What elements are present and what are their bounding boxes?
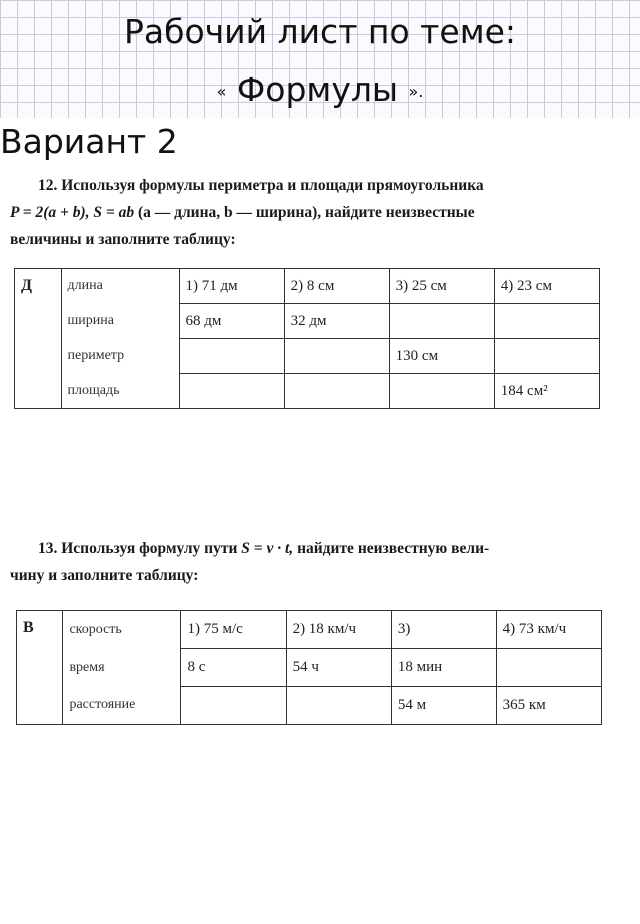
task-12-formula-p: P = 2(a + b), bbox=[10, 204, 90, 221]
topic-name: Формулы bbox=[236, 70, 399, 109]
task-12-line-b: (a — длина, b — ширина), найдите неизвестные bbox=[137, 204, 475, 221]
table-cell: 54 м bbox=[391, 687, 496, 725]
task-12-table bbox=[14, 268, 600, 409]
table-cell bbox=[179, 374, 284, 409]
table-cell: 2) 18 км/ч bbox=[286, 611, 391, 649]
table-cell bbox=[494, 339, 599, 374]
task-13-formula: S = v · t, bbox=[241, 540, 294, 557]
task-12-formula-s: S = ab bbox=[93, 204, 135, 221]
table-cell: 1) 75 м/с bbox=[181, 611, 286, 649]
table-cell: 4) 73 км/ч bbox=[496, 611, 601, 649]
task-12-line-a: Используя формулы периметра и площади прямоугольника bbox=[61, 177, 484, 194]
table-cell: 3) bbox=[391, 611, 496, 649]
table-cell: 4) 23 см bbox=[494, 269, 599, 304]
task-13-text bbox=[10, 535, 610, 589]
table-cell bbox=[389, 374, 494, 409]
table-letter: Д bbox=[15, 269, 62, 409]
row-label: расстояние bbox=[63, 687, 181, 725]
variant-label: Вариант 2 bbox=[0, 122, 178, 161]
worksheet-topic bbox=[0, 70, 640, 109]
table-cell: 3) 25 см bbox=[389, 269, 494, 304]
table-cell: 32 дм bbox=[284, 304, 389, 339]
task-13-table bbox=[16, 610, 602, 725]
task-13-line-c: чину и заполните таблицу: bbox=[10, 567, 199, 584]
worksheet-title: Рабочий лист по теме: bbox=[123, 12, 517, 51]
row-label: площадь bbox=[61, 374, 179, 409]
table-cell: 130 см bbox=[389, 339, 494, 374]
task-13-number: 13. bbox=[38, 540, 58, 557]
row-label: длина bbox=[61, 269, 179, 304]
row-label: ширина bbox=[61, 304, 179, 339]
quote-close: ». bbox=[408, 82, 424, 101]
task-12-number: 12. bbox=[38, 177, 58, 194]
task-12-text bbox=[10, 172, 610, 253]
table-cell: 8 с bbox=[181, 649, 286, 687]
table-cell bbox=[181, 687, 286, 725]
table-cell: 68 дм bbox=[179, 304, 284, 339]
table-cell bbox=[284, 339, 389, 374]
quote-open: « bbox=[216, 82, 227, 101]
table-cell: 54 ч bbox=[286, 649, 391, 687]
table-cell: 1) 71 дм bbox=[179, 269, 284, 304]
row-label: время bbox=[63, 649, 181, 687]
table-cell: 365 км bbox=[496, 687, 601, 725]
table-cell: 184 см² bbox=[494, 374, 599, 409]
table-cell: 2) 8 см bbox=[284, 269, 389, 304]
task-13-line-b: найдите неизвестную вели- bbox=[297, 540, 490, 557]
table-cell bbox=[179, 339, 284, 374]
task-13-line-a: Используя формулу пути bbox=[61, 540, 238, 557]
table-cell bbox=[389, 304, 494, 339]
table-cell: 18 мин bbox=[391, 649, 496, 687]
row-label: скорость bbox=[63, 611, 181, 649]
task-12-line-c: величины и заполните таблицу: bbox=[10, 231, 236, 248]
table-cell bbox=[494, 304, 599, 339]
table-cell bbox=[286, 687, 391, 725]
table-cell bbox=[496, 649, 601, 687]
row-label: периметр bbox=[61, 339, 179, 374]
table-cell bbox=[284, 374, 389, 409]
table-letter: В bbox=[17, 611, 63, 725]
